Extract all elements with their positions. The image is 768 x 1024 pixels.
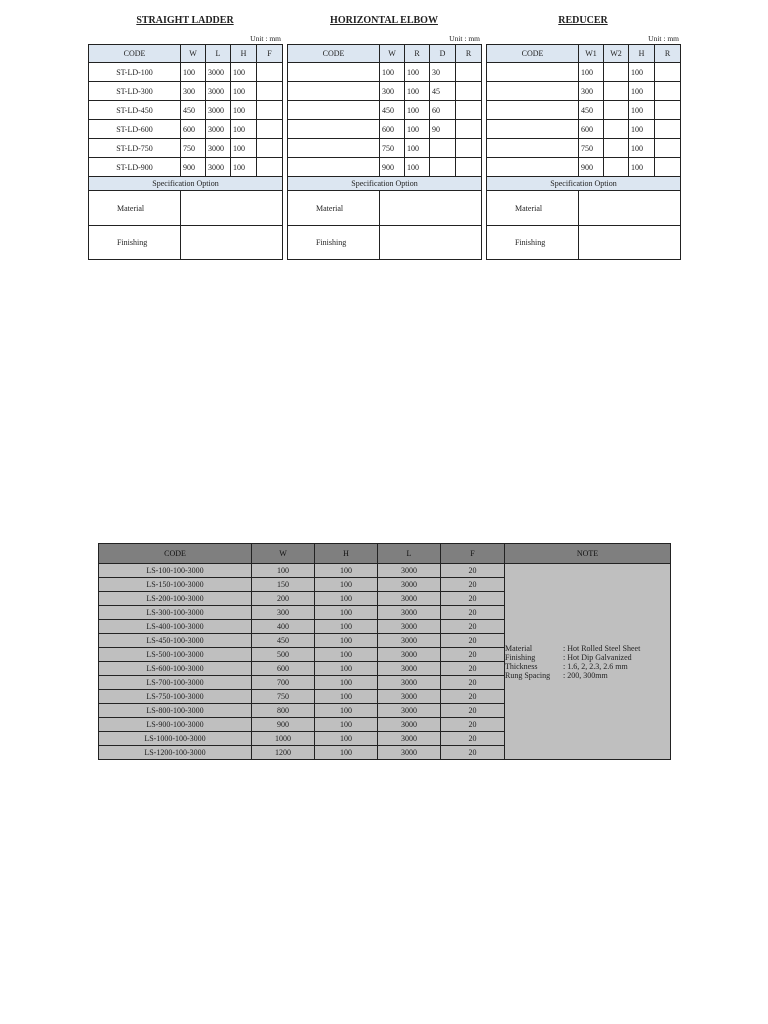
table-cell: 3000 — [378, 592, 441, 606]
finishing-label: Finishing — [89, 226, 181, 260]
table-cell — [288, 63, 380, 82]
table-cell: 20 — [441, 690, 505, 704]
table-cell: 400 — [252, 620, 315, 634]
table-cell: 100 — [405, 63, 430, 82]
table-cell — [604, 120, 629, 139]
table-cell: 100 — [315, 732, 378, 746]
table-row — [89, 139, 283, 158]
table-cell: 100 — [405, 82, 430, 101]
table-cell: 600 — [181, 120, 206, 139]
table-row — [89, 158, 283, 177]
table-cell: 300 — [380, 82, 405, 101]
table-cell: 100 — [231, 120, 257, 139]
ladder-list-section — [98, 543, 671, 760]
note-key: Thickness — [505, 661, 538, 671]
table-cell: 900 — [579, 158, 604, 177]
table-cell: 3000 — [206, 101, 231, 120]
finishing-value — [181, 226, 283, 260]
table-cell: LS-1000-100-3000 — [99, 732, 252, 746]
table-cell: 90 — [430, 120, 456, 139]
column-header: W — [380, 45, 405, 63]
table-cell — [604, 63, 629, 82]
table-row — [487, 101, 681, 120]
table-cell: 700 — [252, 676, 315, 690]
table-cell: 100 — [629, 139, 655, 158]
table-cell: LS-800-100-3000 — [99, 704, 252, 718]
straight-ladder-table — [88, 44, 283, 260]
table-cell — [456, 139, 482, 158]
table-cell — [655, 120, 681, 139]
table-cell: 3000 — [378, 704, 441, 718]
table-cell: 3000 — [378, 648, 441, 662]
table-row — [487, 158, 681, 177]
table-cell: 100 — [405, 101, 430, 120]
table-cell: 100 — [315, 704, 378, 718]
column-header: D — [430, 45, 456, 63]
table-cell — [487, 139, 579, 158]
straight-ladder-section — [88, 14, 282, 260]
table-cell: 100 — [315, 676, 378, 690]
table-cell: 900 — [252, 718, 315, 732]
table-cell: 100 — [315, 578, 378, 592]
column-header: F — [441, 544, 505, 564]
column-header: L — [206, 45, 231, 63]
table-cell: 3000 — [378, 690, 441, 704]
table-cell: 100 — [629, 101, 655, 120]
table-cell: 20 — [441, 662, 505, 676]
finishing-label: Finishing — [487, 226, 579, 260]
table-row — [288, 158, 482, 177]
table-cell: 100 — [315, 690, 378, 704]
table-cell: 300 — [579, 82, 604, 101]
reducer-unit: Unit : mm — [648, 34, 679, 43]
table-cell: 100 — [315, 592, 378, 606]
table-cell — [456, 158, 482, 177]
table-cell: 450 — [579, 101, 604, 120]
table-cell: 20 — [441, 732, 505, 746]
table-row — [288, 120, 482, 139]
table-cell: 100 — [231, 158, 257, 177]
table-cell — [487, 63, 579, 82]
table-cell: 3000 — [378, 578, 441, 592]
column-header: NOTE — [505, 544, 671, 564]
table-cell — [655, 82, 681, 101]
table-cell: 20 — [441, 746, 505, 760]
table-cell: 20 — [441, 676, 505, 690]
column-header: W — [252, 544, 315, 564]
table-row — [487, 82, 681, 101]
note-key: Material — [505, 643, 533, 653]
table-cell — [655, 139, 681, 158]
table-cell — [487, 101, 579, 120]
table-cell: LS-600-100-3000 — [99, 662, 252, 676]
table-cell: 100 — [315, 634, 378, 648]
table-cell — [487, 158, 579, 177]
table-cell: 750 — [181, 139, 206, 158]
table-cell: 100 — [405, 139, 430, 158]
table-cell: 3000 — [378, 620, 441, 634]
table-cell: LS-500-100-3000 — [99, 648, 252, 662]
table-row — [487, 139, 681, 158]
table-cell: 45 — [430, 82, 456, 101]
table-cell: 3000 — [378, 606, 441, 620]
column-header: H — [315, 544, 378, 564]
table-cell: LS-400-100-3000 — [99, 620, 252, 634]
column-header: R — [655, 45, 681, 63]
table-cell: 3000 — [378, 564, 441, 578]
straight-ladder-unit: Unit : mm — [250, 34, 281, 43]
table-body — [288, 63, 482, 177]
table-cell: 100 — [252, 564, 315, 578]
table-cell: 600 — [380, 120, 405, 139]
table-row — [89, 101, 283, 120]
table-cell: LS-150-100-3000 — [99, 578, 252, 592]
table-cell — [456, 120, 482, 139]
table-cell — [655, 101, 681, 120]
table-cell: LS-700-100-3000 — [99, 676, 252, 690]
table-cell: ST-LD-450 — [89, 101, 181, 120]
column-header: R — [405, 45, 430, 63]
table-cell: 3000 — [206, 63, 231, 82]
table-cell: ST-LD-600 — [89, 120, 181, 139]
reducer-title: REDUCER — [558, 15, 608, 26]
table-cell — [257, 101, 283, 120]
table-cell: 600 — [579, 120, 604, 139]
table-body — [89, 63, 283, 177]
table-cell: LS-450-100-3000 — [99, 634, 252, 648]
note-value: : 1.6, 2, 2.3, 2.6 mm — [563, 661, 628, 671]
table-cell — [430, 139, 456, 158]
table-row — [288, 63, 482, 82]
table-cell: ST-LD-900 — [89, 158, 181, 177]
finishing-value — [380, 226, 482, 260]
table-cell: ST-LD-750 — [89, 139, 181, 158]
spec-option-label: Specification Option — [487, 177, 681, 191]
table-cell — [257, 120, 283, 139]
table-body — [487, 63, 681, 177]
table-cell: 100 — [315, 746, 378, 760]
table-cell: 3000 — [206, 158, 231, 177]
table-cell: 200 — [252, 592, 315, 606]
table-cell: LS-900-100-3000 — [99, 718, 252, 732]
table-cell: 3000 — [378, 676, 441, 690]
column-header: H — [629, 45, 655, 63]
table-cell: 800 — [252, 704, 315, 718]
table-cell: 3000 — [378, 746, 441, 760]
table-cell: 100 — [629, 158, 655, 177]
note-value: : 200, 300mm — [563, 670, 608, 680]
table-cell: 100 — [315, 662, 378, 676]
table-cell: 100 — [231, 101, 257, 120]
table-cell: 20 — [441, 634, 505, 648]
column-header: W1 — [579, 45, 604, 63]
table-cell: LS-1200-100-3000 — [99, 746, 252, 760]
table-cell — [604, 139, 629, 158]
table-row — [288, 101, 482, 120]
column-header: CODE — [99, 544, 252, 564]
table-cell — [487, 82, 579, 101]
table-cell — [257, 63, 283, 82]
table-row — [89, 120, 283, 139]
note-line — [505, 662, 670, 671]
table-cell: 60 — [430, 101, 456, 120]
table-cell: 750 — [252, 690, 315, 704]
horizontal-elbow-title: HORIZONTAL ELBOW — [330, 15, 438, 26]
table-cell — [456, 101, 482, 120]
table-cell — [604, 101, 629, 120]
table-cell: 100 — [181, 63, 206, 82]
column-header: L — [378, 544, 441, 564]
table-cell: 20 — [441, 718, 505, 732]
table-cell: 3000 — [378, 718, 441, 732]
table-cell — [456, 63, 482, 82]
note-line — [505, 644, 670, 653]
table-cell: 500 — [252, 648, 315, 662]
material-value — [181, 191, 283, 226]
table-cell: 20 — [441, 648, 505, 662]
table-cell: 3000 — [206, 139, 231, 158]
table-cell: 450 — [380, 101, 405, 120]
table-row — [99, 564, 671, 578]
table-cell — [655, 158, 681, 177]
horizontal-elbow-unit: Unit : mm — [449, 34, 480, 43]
table-cell — [288, 82, 380, 101]
table-row — [487, 120, 681, 139]
table-cell: 100 — [231, 63, 257, 82]
finishing-label: Finishing — [288, 226, 380, 260]
table-cell: 20 — [441, 592, 505, 606]
table-cell: 1200 — [252, 746, 315, 760]
table-cell — [456, 82, 482, 101]
table-cell — [288, 139, 380, 158]
table-cell: 1000 — [252, 732, 315, 746]
table-cell: LS-300-100-3000 — [99, 606, 252, 620]
spec-option-label: Specification Option — [288, 177, 482, 191]
table-cell: 20 — [441, 620, 505, 634]
column-header: CODE — [487, 45, 579, 63]
column-header: W — [181, 45, 206, 63]
spec-option-label: Specification Option — [89, 177, 283, 191]
straight-ladder-title: STRAIGHT LADDER — [136, 15, 234, 26]
table-cell: 900 — [181, 158, 206, 177]
table-cell — [257, 158, 283, 177]
table-cell: LS-750-100-3000 — [99, 690, 252, 704]
table-cell: 100 — [231, 82, 257, 101]
table-header-row — [99, 544, 671, 564]
column-header: W2 — [604, 45, 629, 63]
table-cell: 100 — [315, 648, 378, 662]
table-cell — [604, 158, 629, 177]
table-cell: 3000 — [206, 120, 231, 139]
horizontal-elbow-section — [287, 14, 481, 260]
column-header: R — [456, 45, 482, 63]
table-cell — [288, 158, 380, 177]
note-line — [505, 653, 670, 662]
table-cell — [257, 82, 283, 101]
table-cell: 3000 — [378, 662, 441, 676]
table-cell: 3000 — [378, 732, 441, 746]
reducer-table — [486, 44, 681, 260]
reducer-section — [486, 14, 680, 260]
table-header-row — [89, 45, 283, 63]
table-cell — [655, 63, 681, 82]
table-cell: 750 — [380, 139, 405, 158]
table-cell — [487, 120, 579, 139]
table-cell — [288, 120, 380, 139]
table-cell: 20 — [441, 578, 505, 592]
table-cell: 750 — [579, 139, 604, 158]
material-value — [380, 191, 482, 226]
table-cell: 900 — [380, 158, 405, 177]
note-value: : Hot Rolled Steel Sheet — [563, 643, 641, 653]
material-label: Material — [487, 191, 579, 226]
table-cell — [257, 139, 283, 158]
column-header: H — [231, 45, 257, 63]
note-line — [505, 671, 670, 680]
table-cell: LS-200-100-3000 — [99, 592, 252, 606]
table-cell: ST-LD-300 — [89, 82, 181, 101]
table-cell: 450 — [252, 634, 315, 648]
table-cell: 450 — [181, 101, 206, 120]
column-header: F — [257, 45, 283, 63]
table-cell: 100 — [315, 564, 378, 578]
table-cell: 30 — [430, 63, 456, 82]
table-cell: 100 — [315, 620, 378, 634]
material-label: Material — [89, 191, 181, 226]
table-row — [89, 82, 283, 101]
table-cell: 100 — [629, 63, 655, 82]
table-header-row — [288, 45, 482, 63]
table-row — [89, 63, 283, 82]
horizontal-elbow-table — [287, 44, 482, 260]
table-cell: 100 — [315, 718, 378, 732]
table-cell: 300 — [181, 82, 206, 101]
table-row — [487, 63, 681, 82]
table-cell: 100 — [315, 606, 378, 620]
table-cell: 100 — [629, 82, 655, 101]
table-cell: 600 — [252, 662, 315, 676]
note-key: Rung Spacing — [505, 670, 551, 680]
table-cell: 100 — [405, 158, 430, 177]
table-cell: ST-LD-100 — [89, 63, 181, 82]
table-cell: 20 — [441, 606, 505, 620]
table-cell: 300 — [252, 606, 315, 620]
table-cell: 100 — [579, 63, 604, 82]
note-cell — [505, 564, 671, 760]
column-header: CODE — [288, 45, 380, 63]
material-value — [579, 191, 681, 226]
table-cell: 100 — [405, 120, 430, 139]
finishing-value — [579, 226, 681, 260]
table-cell: 20 — [441, 704, 505, 718]
table-body — [99, 564, 671, 760]
table-header-row — [487, 45, 681, 63]
table-cell: 100 — [380, 63, 405, 82]
table-cell — [288, 101, 380, 120]
table-row — [288, 82, 482, 101]
table-cell: 3000 — [206, 82, 231, 101]
note-value: : Hot Dip Galvanized — [563, 652, 632, 662]
note-key: Finishing — [505, 652, 536, 662]
table-cell: 100 — [629, 120, 655, 139]
table-cell: 20 — [441, 564, 505, 578]
table-cell: 3000 — [378, 634, 441, 648]
column-header: CODE — [89, 45, 181, 63]
table-cell: LS-100-100-3000 — [99, 564, 252, 578]
table-cell — [604, 82, 629, 101]
ladder-list-table — [98, 543, 671, 760]
table-row — [288, 139, 482, 158]
table-cell — [430, 158, 456, 177]
material-label: Material — [288, 191, 380, 226]
table-cell: 150 — [252, 578, 315, 592]
table-cell: 100 — [231, 139, 257, 158]
